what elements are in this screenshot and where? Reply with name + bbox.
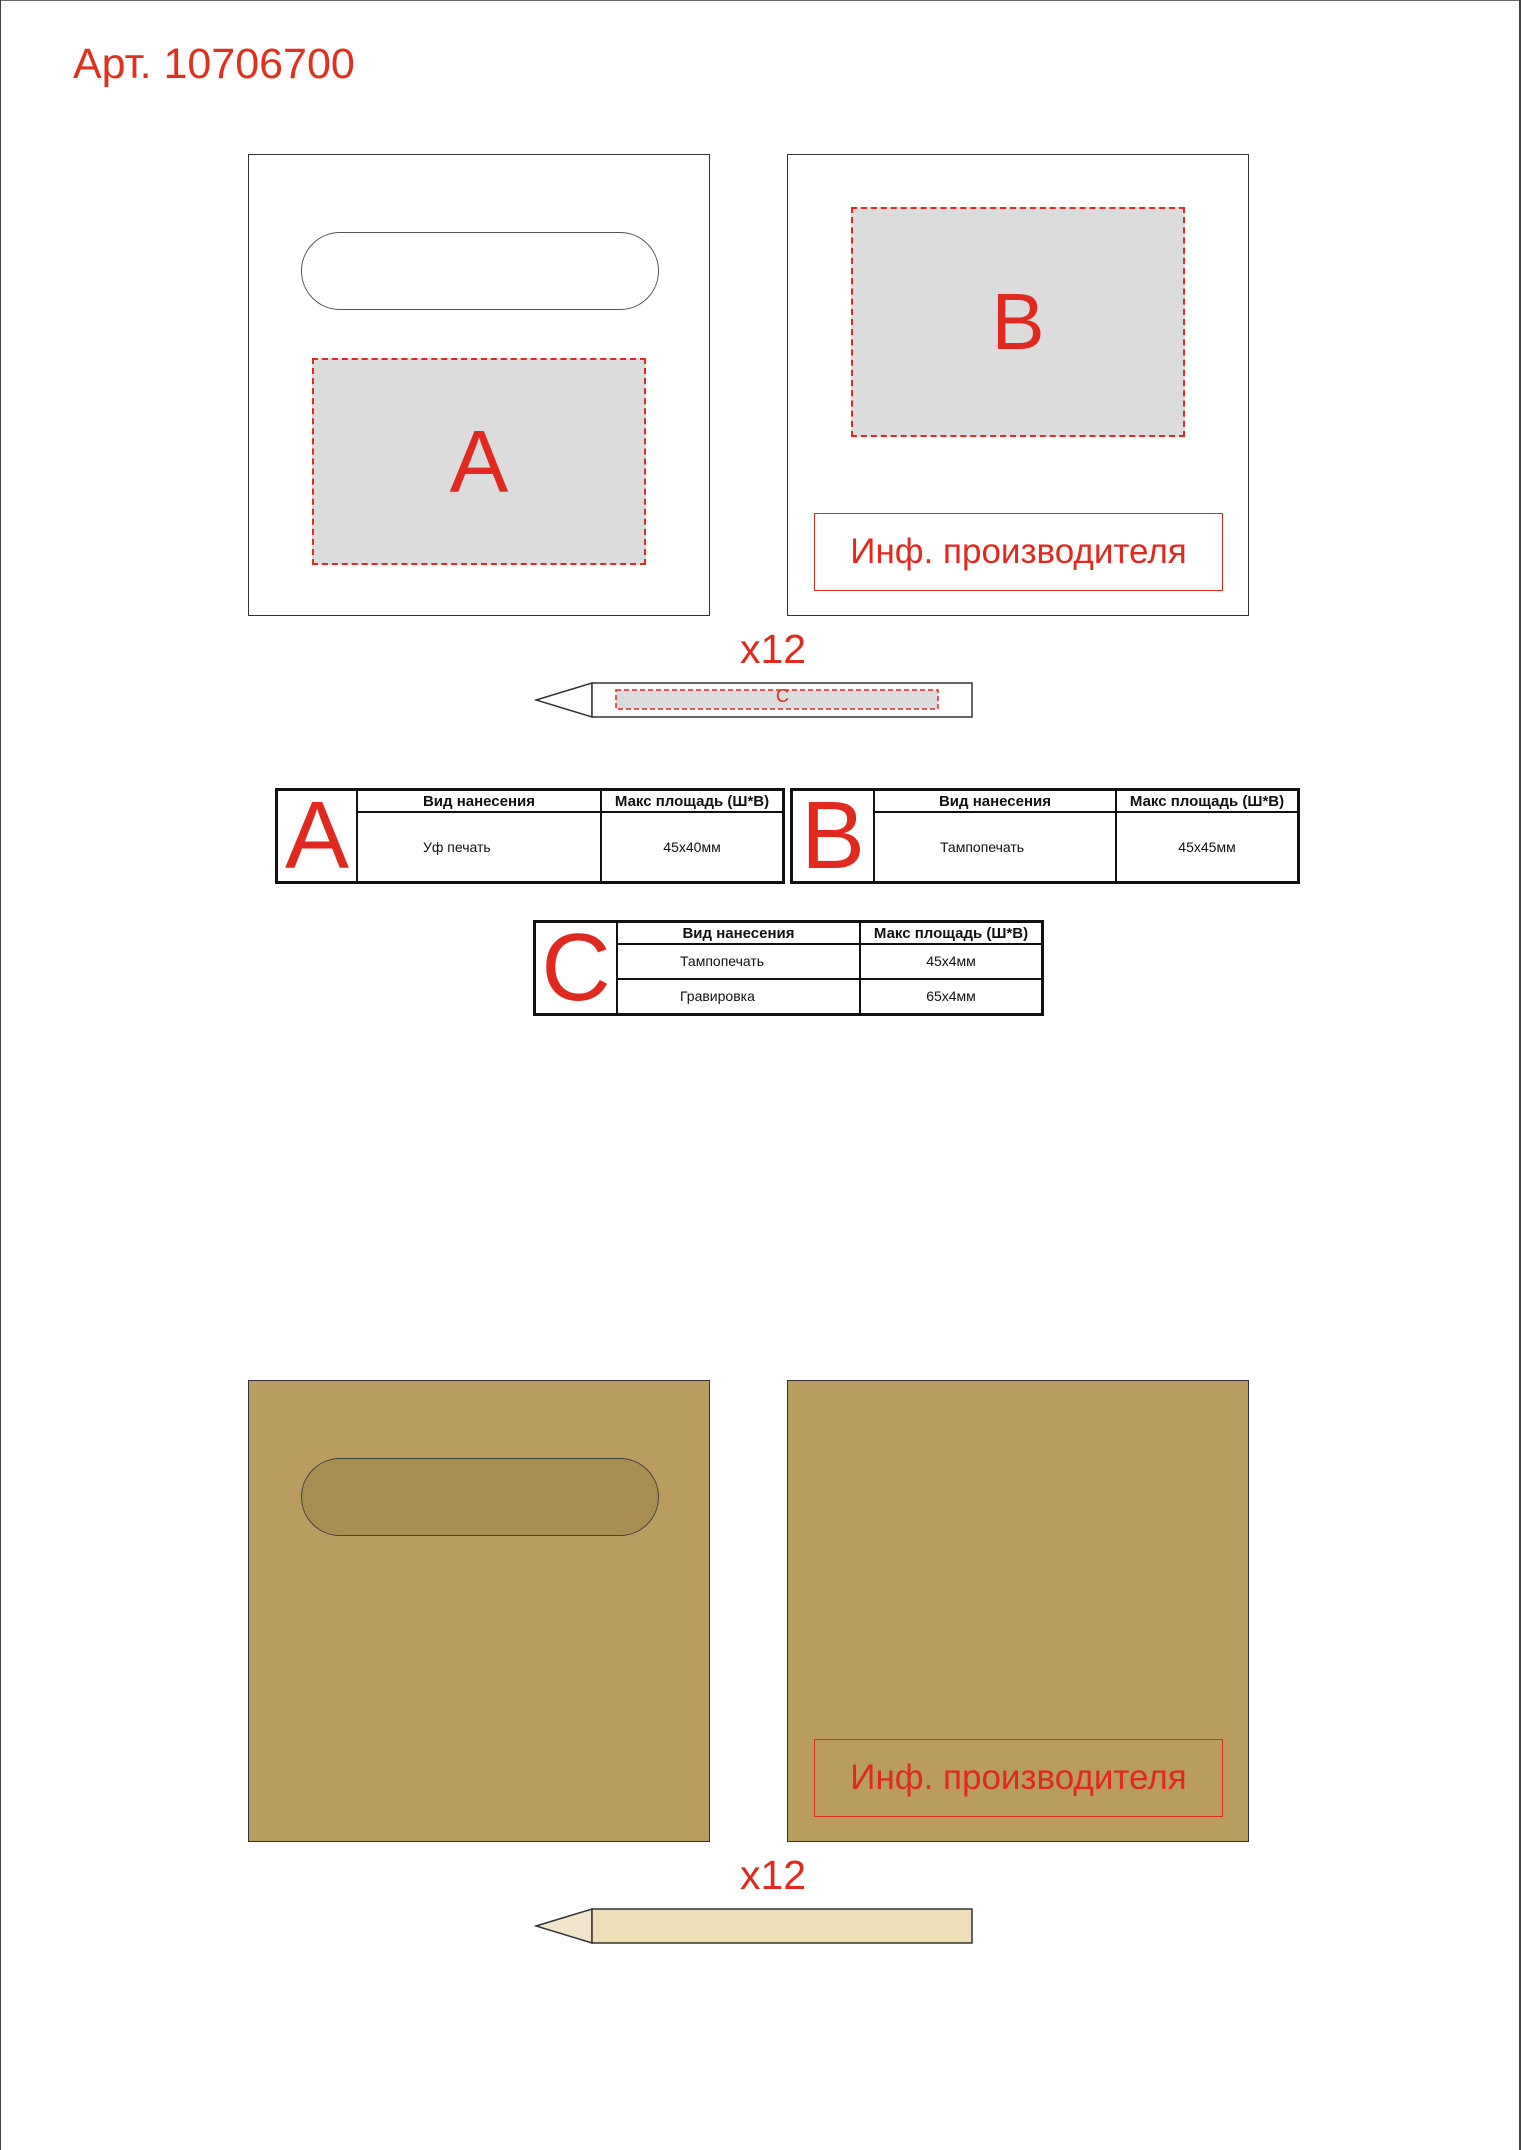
spec-table-c-method-header: Вид нанесения: [617, 922, 860, 945]
print-zone-c-label: C: [776, 686, 789, 706]
spec-table-c-area-2: 65x4мм: [860, 979, 1043, 1015]
front-panel-template: [248, 154, 710, 616]
spec-table-a-letter: A: [277, 790, 358, 883]
spec-table-b-letter: B: [792, 790, 875, 883]
spec-table-b-area: 45x45мм: [1116, 812, 1299, 883]
spec-table-b: [790, 782, 1300, 889]
spec-table-a-method-header: Вид нанесения: [357, 790, 601, 813]
spec-table-a: [275, 782, 785, 889]
manufacturer-info-box: Инф. производителя: [814, 513, 1223, 591]
spec-table-c-area-1: 45x4мм: [860, 944, 1043, 979]
spec-table-c: [533, 914, 1044, 1021]
spec-table-c-letter: C: [535, 922, 618, 1015]
pencil-template: [534, 680, 974, 720]
back-panel-template: [787, 154, 1249, 616]
print-zone-b: B: [851, 207, 1185, 437]
pencil-slot: [301, 232, 659, 310]
back-panel-kraft: [787, 1380, 1249, 1842]
pencil-tip: [536, 683, 592, 717]
spec-table-a-area-header: Макс площадь (Ш*В): [601, 790, 784, 813]
spec-table-c-method-2: Гравировка: [617, 979, 860, 1015]
print-zone-a: A: [312, 358, 646, 565]
quantity-label-kraft: x12: [740, 1852, 807, 1898]
pencil-kraft-body: [592, 1909, 972, 1943]
spec-table-b-area-header: Макс площадь (Ш*В): [1116, 790, 1299, 813]
quantity-label: x12: [740, 626, 807, 672]
spec-table-a-method: Уф печать: [357, 812, 601, 883]
spec-table-b-method: Тампопечать: [874, 812, 1116, 883]
manufacturer-info-box-kraft: Инф. производителя: [814, 1739, 1223, 1817]
page-frame-left: [0, 0, 1, 2150]
pencil-slot-kraft: [301, 1458, 659, 1536]
pencil-kraft: [534, 1906, 974, 1946]
spec-table-c-area-header: Макс площадь (Ш*В): [860, 922, 1043, 945]
page-frame-top: [0, 0, 1521, 1]
spec-table-a-area: 45x40мм: [601, 812, 784, 883]
article-number: Арт. 10706700: [73, 40, 355, 88]
front-panel-kraft: [248, 1380, 710, 1842]
spec-table-c-method-1: Тампопечать: [617, 944, 860, 979]
pencil-kraft-tip: [536, 1909, 592, 1943]
spec-table-b-method-header: Вид нанесения: [874, 790, 1116, 813]
